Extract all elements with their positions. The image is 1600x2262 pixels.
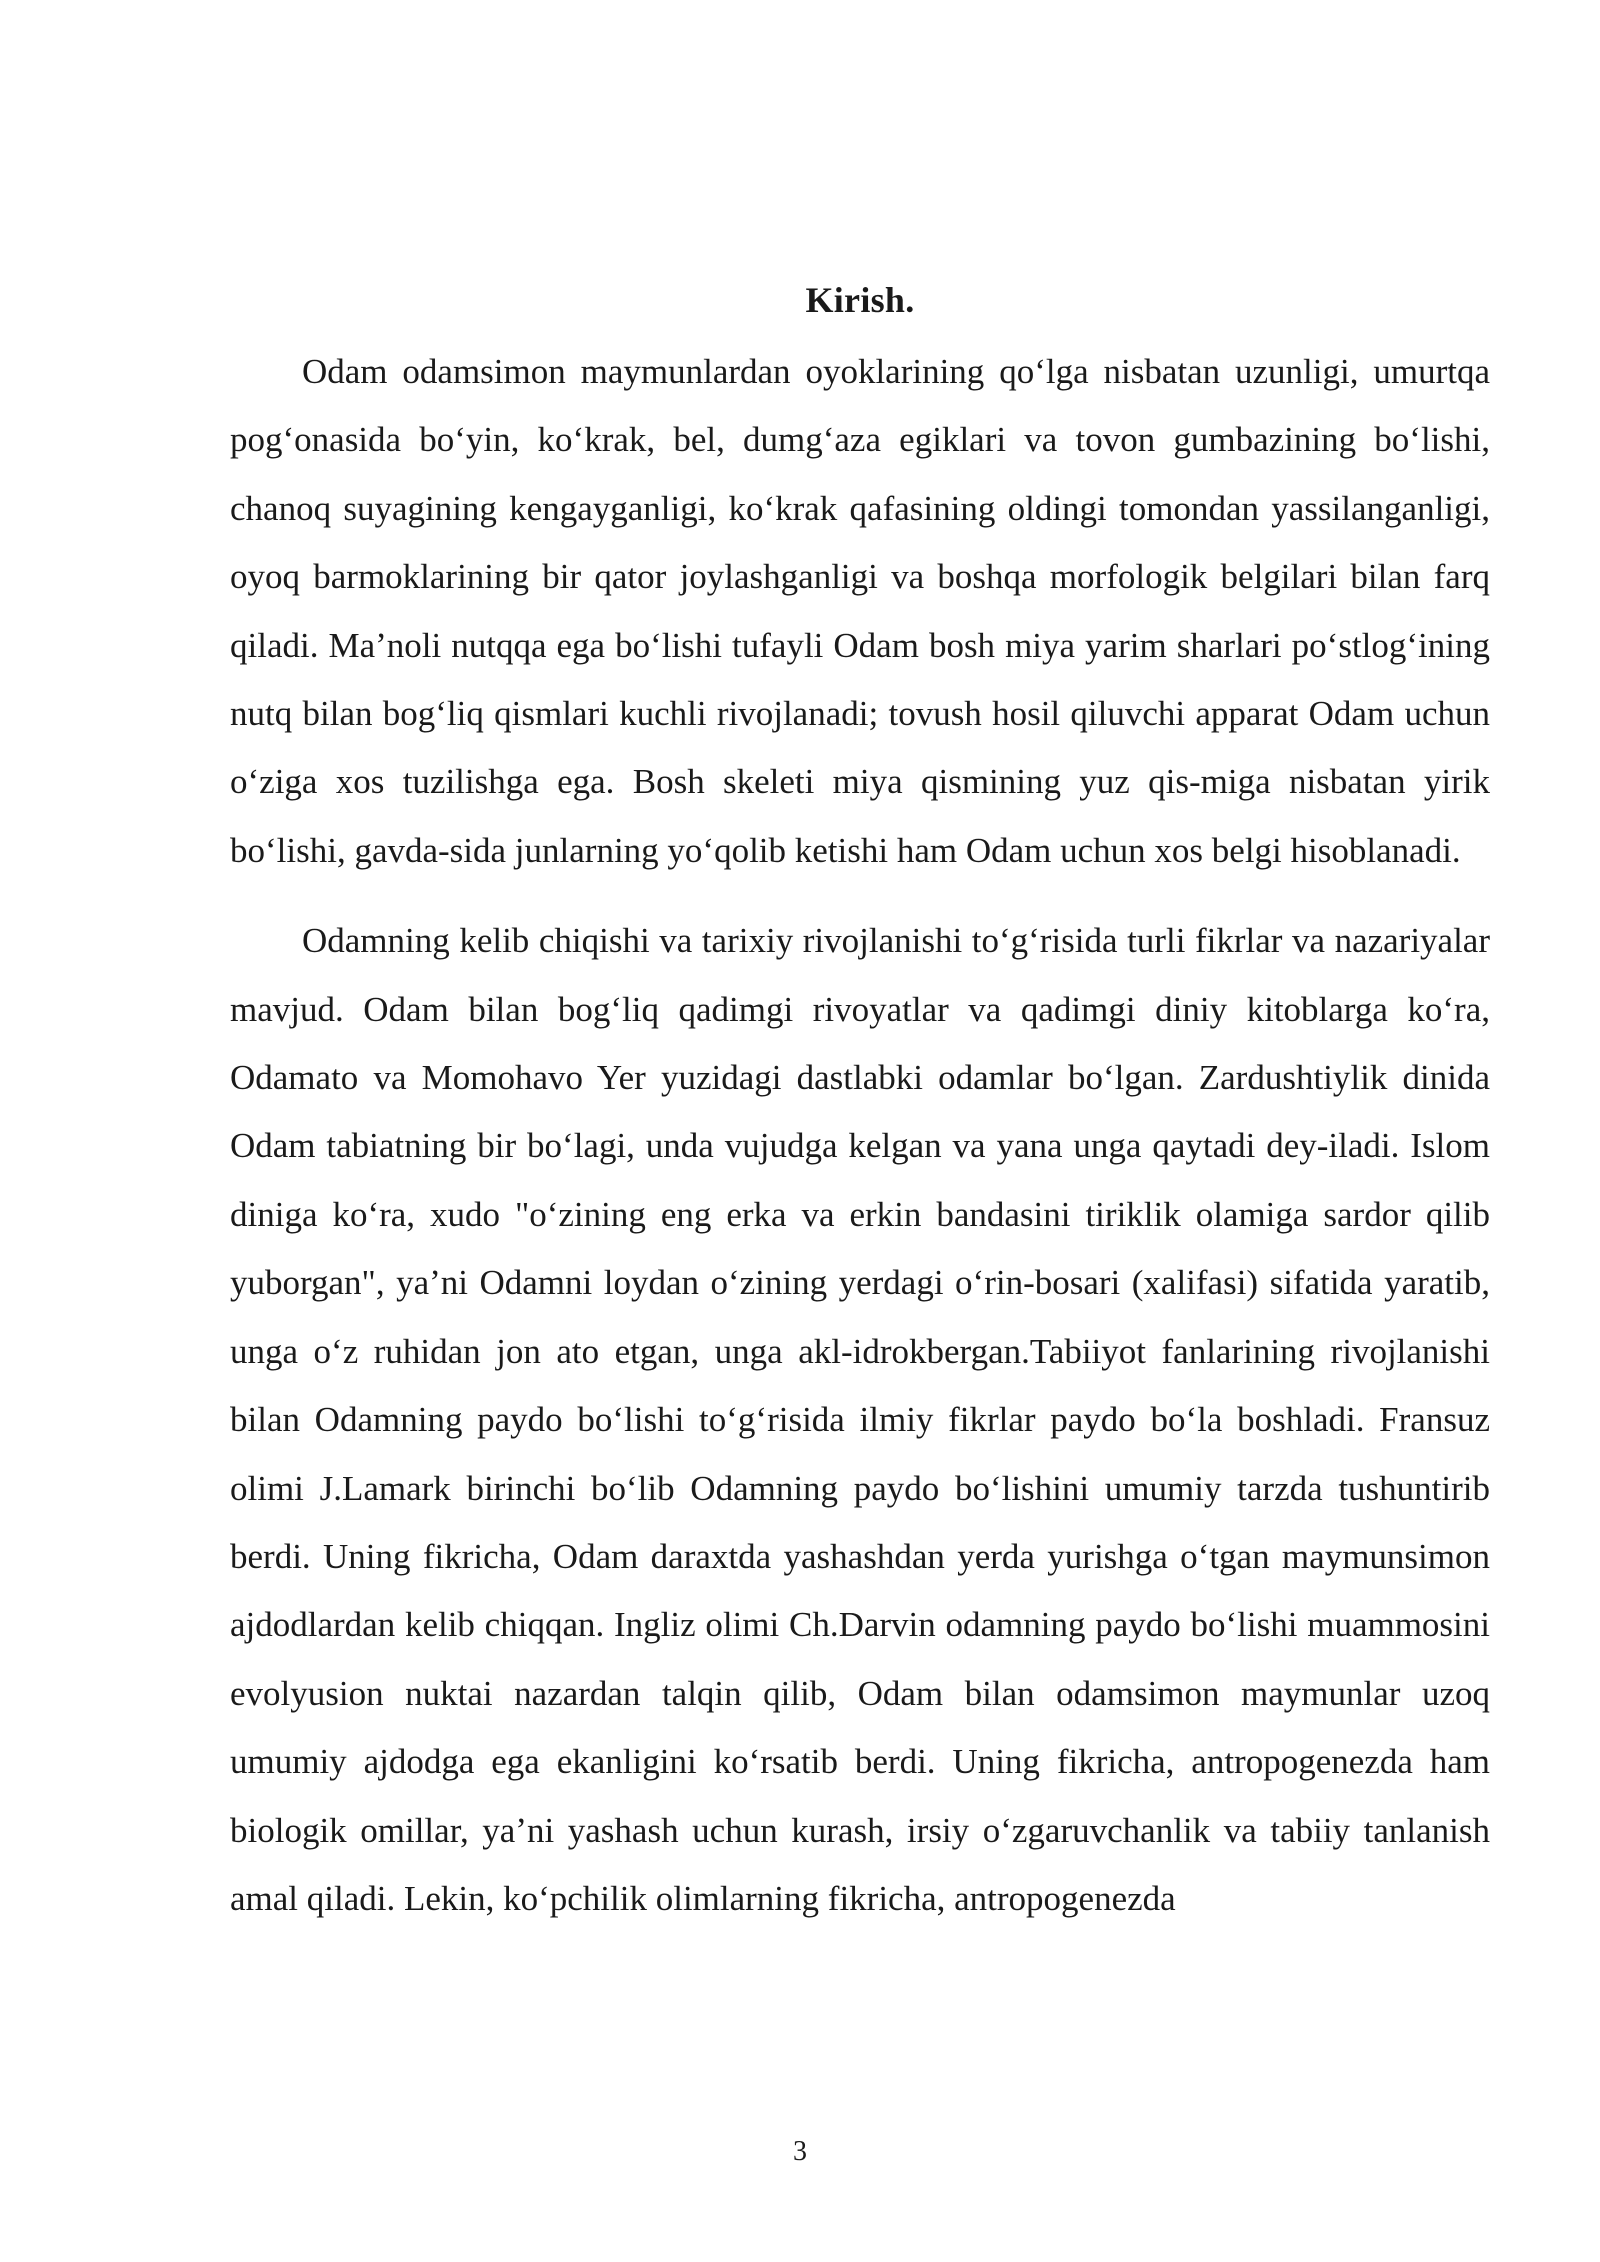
paragraph-origin: Odamning kelib chiqishi va tarixiy rivojlanishi toʻgʻrisida turli fikrlar va nazariyalar mavjud. Odam bilan bogʻliq qadimgi rivoyatlar va qadimgi diniy kitoblarga koʻra, Odamato va Momohavo Yer yuzidagi dastlabki odamlar boʻlgan. Zardushtiylik dinida Odam tabiatning bir boʻlagi, unda vujudga kelgan va yana unga qaytadi dey-iladi. Islom diniga koʻra, xudo "oʻzining eng erka va erkin bandasini tiriklik olamiga sardor qilib yuborgan", yaʼni Odamni loydan oʻzining yerdagi oʻrin-bosari (xalifasi) sifatida yaratib, unga oʻz ruhidan jon ato etgan, unga akl-idrokbergan.Tabiiyot fanlarining rivojlanishi bilan Odamning paydo boʻlishi toʻgʻrisida ilmiy fikrlar paydo boʻla boshladi. Fransuz olimi J.Lamark birinchi boʻlib Odamning paydo boʻlishini umumiy tarzda tushuntirib berdi. Uning fikricha, Odam daraxtda yashashdan yerda yurishga oʻtgan maymunsimon ajdodlardan kelib chiqqan. Ingliz olimi Ch.Darvin odamning paydo boʻlishi muammosini evolyusion nuktai nazardan talqin qilib, Odam bilan odamsimon maymunlar uzoq umumiy ajdodga ega ekanligini koʻrsatib berdi. Uning fikricha, antropogenezda ham biologik omillar, yaʼni yashash uchun kurash, irsiy oʻzgaruvchanlik va tabiiy tanlanish amal qiladi. Lekin, koʻpchilik olimlarning fikricha, antropogenezda (230, 921, 1490, 1918)
page-content (230, 270, 1490, 1933)
page-number: 3 (793, 2136, 807, 2167)
section-title: Kirish. (805, 280, 915, 320)
paragraph-intro: Odam odamsimon maymunlardan oyoklarining qoʻlga nisbatan uzunligi, umurtqa pogʻonasida boʻyin, koʻkrak, bel, dumgʻaza egiklari va tovon gumbazining boʻlishi, chanoq suyagining kengayganligi, koʻkrak qafasining oldingi tomondan yassilanganligi, oyoq barmoklarining bir qator joylashganligi va boshqa morfologik belgilari bilan farq qiladi. Maʼnoli nutqqa ega boʻlishi tufayli Odam bosh miya yarim sharlari poʻstlogʻining nutq bilan bogʻliq qismlari kuchli rivojlanadi; tovush hosil qiluvchi apparat Odam uchun oʻziga xos tuzilishga ega. Bosh skeleti miya qismining yuz qis-miga nisbatan yirik boʻlishi, gavda-sida junlarning yoʻqolib ketishi ham Odam uchun xos belgi hisoblanadi. (230, 352, 1490, 870)
